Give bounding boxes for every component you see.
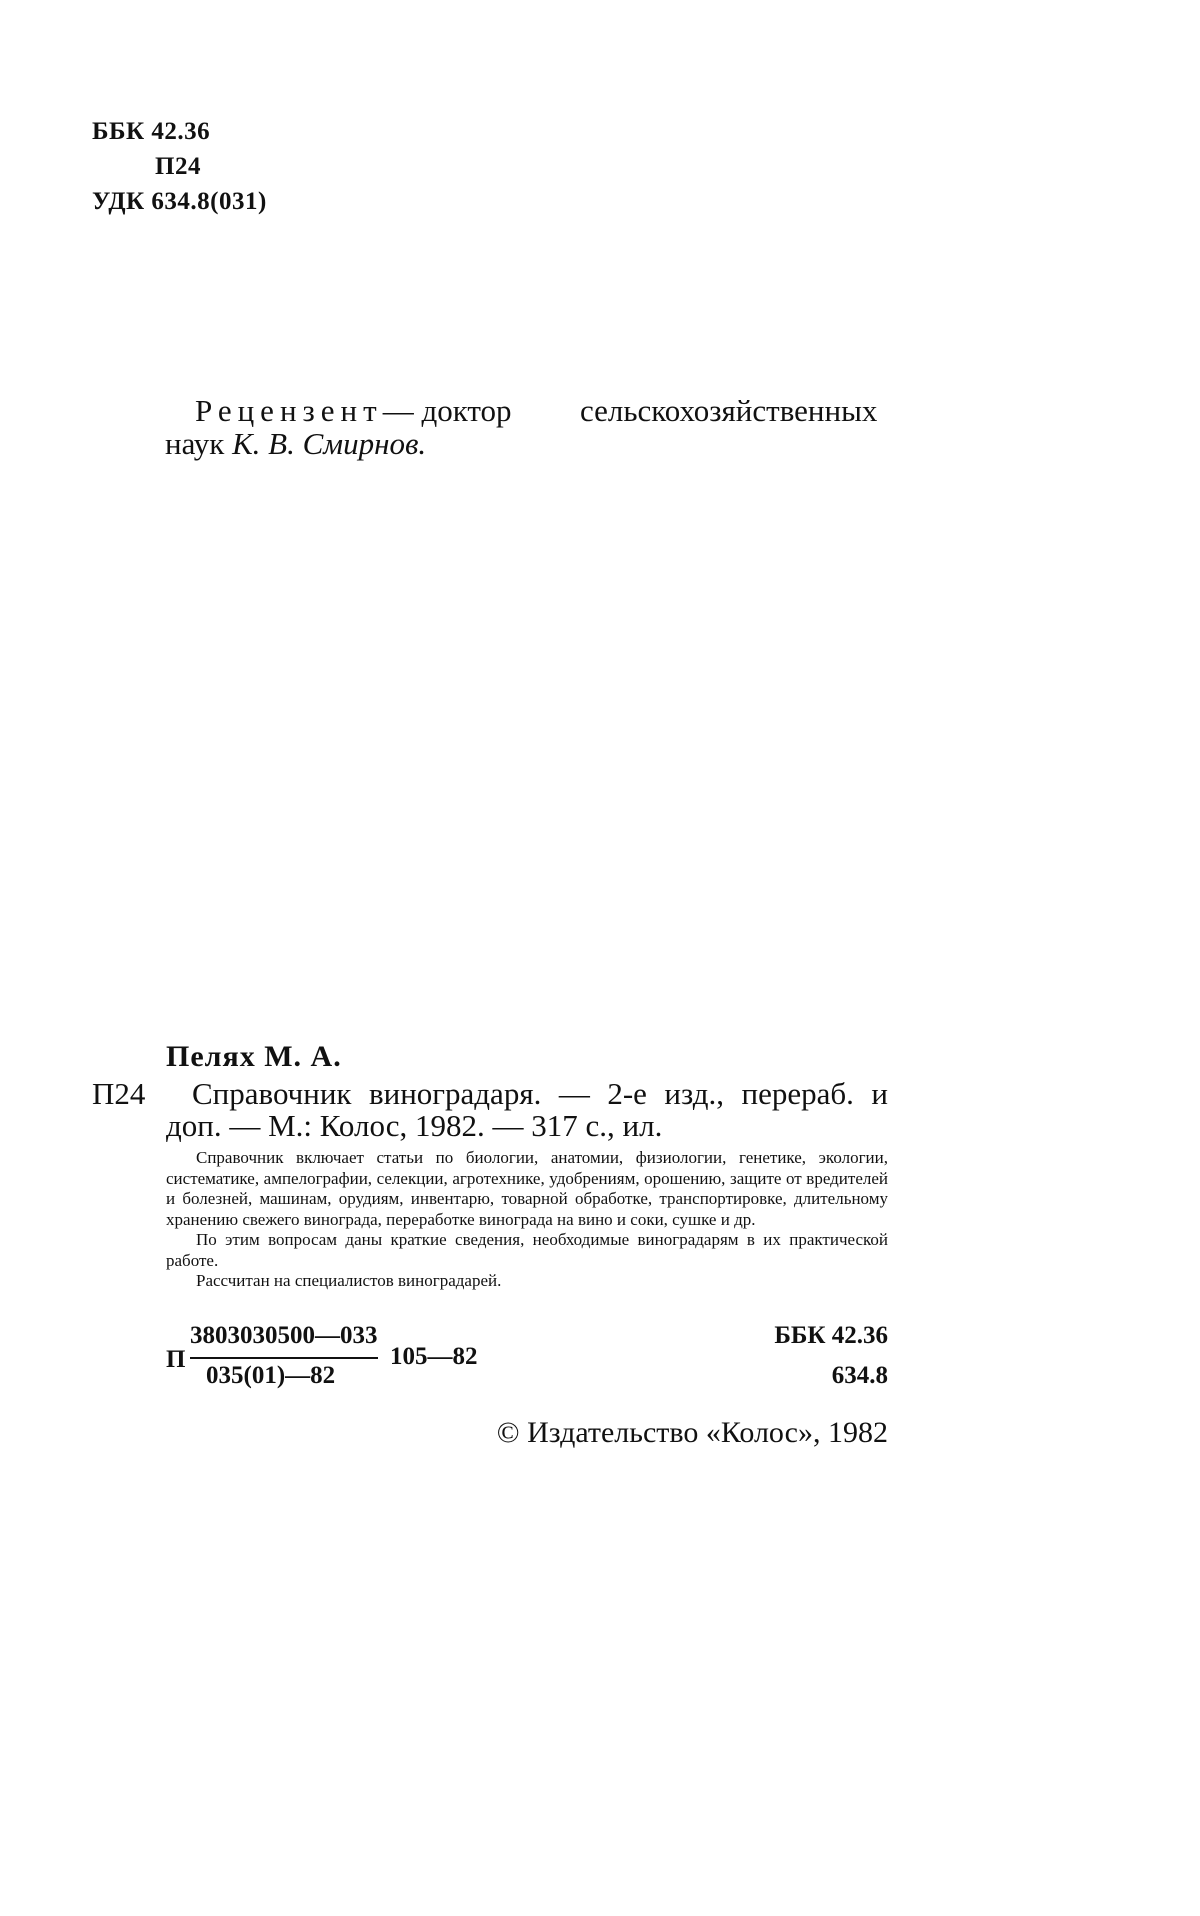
reviewer-label: Рецензент xyxy=(195,393,383,428)
reviewer-line-2 xyxy=(165,426,426,462)
index-number: 105—82 xyxy=(390,1343,478,1370)
reviewer-role: — доктор xyxy=(382,393,512,428)
book-title-line-1: Справочник виноградаря. — 2-е изд., перераб. и xyxy=(192,1076,888,1111)
index-udk: 634.8 xyxy=(831,1362,888,1389)
copyright-icon: © xyxy=(496,1416,520,1449)
index-bbk: ББК 42.36 xyxy=(774,1322,888,1349)
fraction-line xyxy=(190,1357,378,1359)
reviewer-degree: сельскохозяйственных xyxy=(580,393,878,428)
index-numerator: 3803030500—033 xyxy=(190,1322,378,1349)
reviewer-field: наук xyxy=(165,426,225,461)
reviewer-name: К. В. Смирнов. xyxy=(232,426,427,461)
copyright-line xyxy=(497,1416,888,1450)
abstract-paragraph-1: Справочник включает статьи по биологии, анатомии, физиологии, генетике, экологии, систематике, ампелографии, селекции, агротехнике, удобрениям, орошению, защите от вредителей и болезней, машинам, орудиям, инвентарю, товарной обработке, транспортировке, длительному хранению свежего винограда, переработке винограда на вино и соки, сушке и др. xyxy=(166,1148,888,1229)
book-title-line-2: доп. — М.: Колос, 1982. — 317 с., ил. xyxy=(166,1108,663,1143)
author-code: П24 xyxy=(155,153,201,180)
bbk-code: ББК 42.36 xyxy=(92,118,211,145)
bib-code: П24 xyxy=(92,1076,146,1111)
reviewer-line-1 xyxy=(195,393,512,429)
index-letter: П xyxy=(166,1346,186,1373)
udk-code: УДК 634.8(031) xyxy=(92,188,267,215)
index-denominator: 035(01)—82 xyxy=(206,1362,336,1389)
publisher-text: Издательство «Колос», 1982 xyxy=(527,1416,888,1449)
abstract xyxy=(166,1148,888,1292)
author-name: Пелях М. А. xyxy=(166,1040,342,1073)
abstract-paragraph-2: По этим вопросам даны краткие сведения, необходимые виноградарям в их практической работе. xyxy=(166,1230,888,1270)
abstract-paragraph-3: Рассчитан на специалистов виноградарей. xyxy=(196,1271,502,1290)
